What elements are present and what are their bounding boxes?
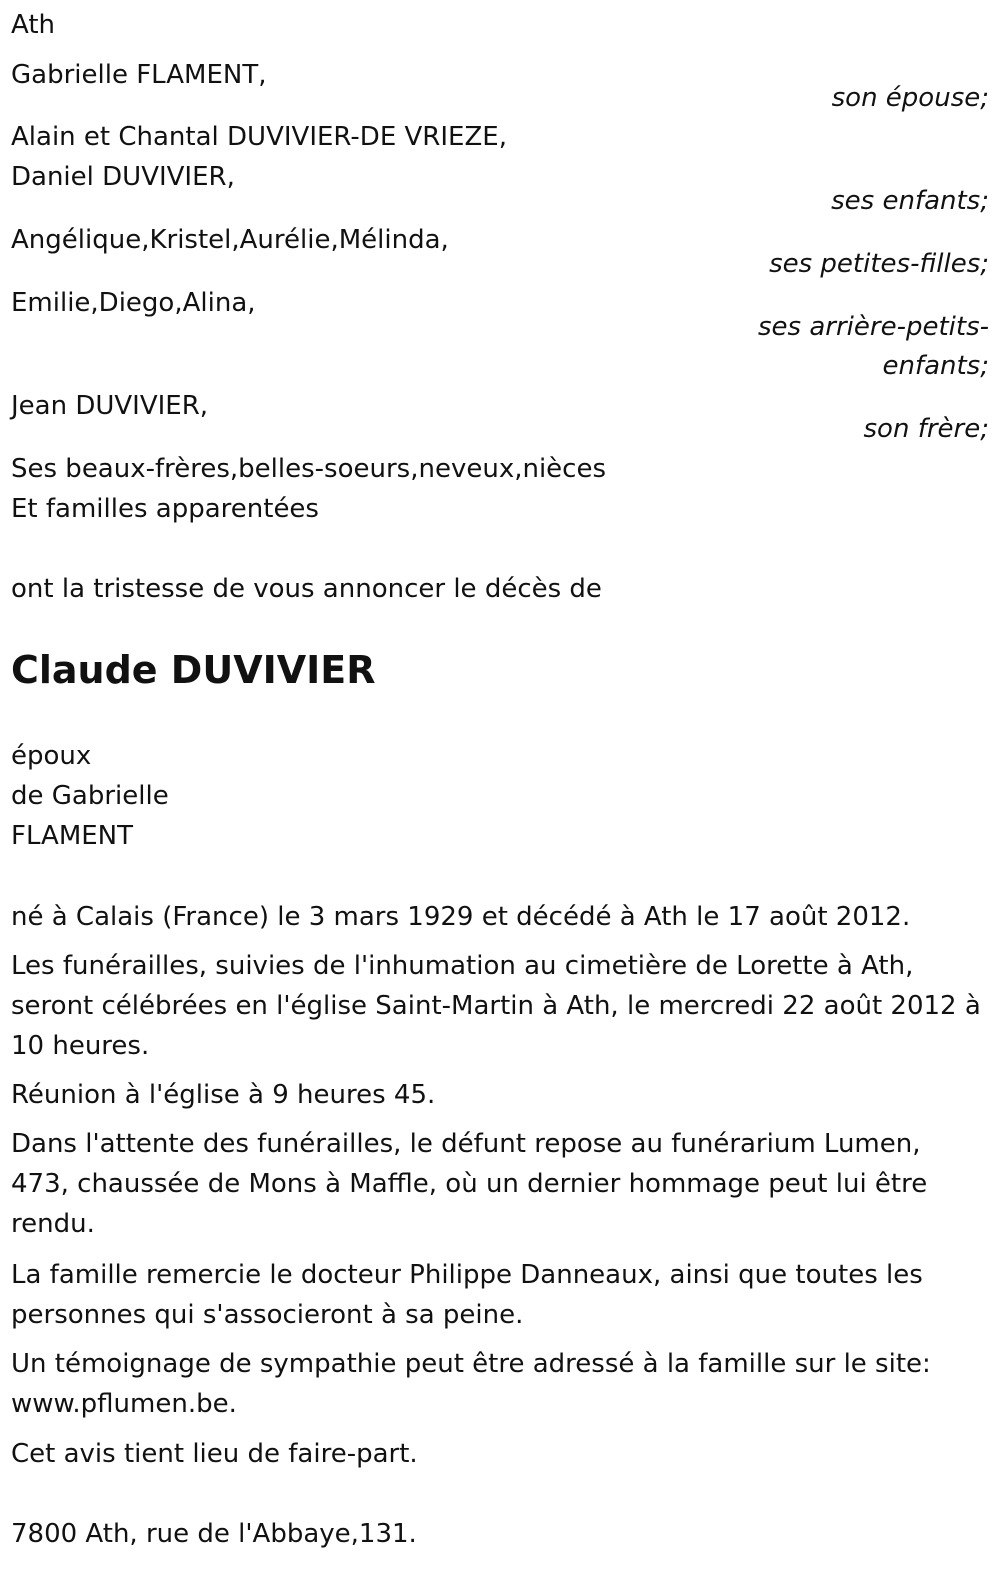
notice-paragraph: Cet avis tient lieu de faire-part. [11,1439,418,1469]
spouse-of-line-1: époux [11,741,92,771]
brother-name: Jean DUVIVIER, [11,391,209,421]
children-line-1: Alain et Chantal DUVIVIER-DE VRIEZE, [11,122,507,152]
place-name: Ath [11,10,56,40]
extended-family-line-2: Et familles apparentées [11,494,319,524]
birth-death-paragraph: né à Calais (France) le 3 mars 1929 et décédé à Ath le 17 août 2012. [11,902,911,932]
children-line-2: Daniel DUVIVIER, [11,162,235,192]
spouse-name: Gabrielle FLAMENT, [11,60,267,90]
children-role: ses enfants; [831,186,989,216]
thanks-paragraph: La famille remercie le docteur Philippe Danneaux, ainsi que toutes les personnes qui s'associeront à sa peine. [11,1260,923,1330]
spouse-of-line-2: de Gabrielle [11,781,169,811]
meeting-paragraph: Réunion à l'église à 9 heures 45. [11,1080,436,1110]
address-line: 7800 Ath, rue de l'Abbaye,131. [11,1519,417,1549]
sympathy-paragraph: Un témoignage de sympathie peut être adressé à la famille sur le site: www.pflumen.be. [11,1349,931,1419]
spouse-of-line-3: FLAMENT [11,821,134,851]
announcement-text: ont la tristesse de vous annoncer le décès de [11,574,602,604]
rest-paragraph: Dans l'attente des funérailles, le défunt repose au funérarium Lumen, 473, chaussée de Mons à Maffle, où un dernier hommage peut lui être rendu. [11,1129,928,1239]
brother-role: son frère; [863,414,989,444]
great-grandchildren-role-line-1: ses arrière-petits- [758,312,989,342]
spouse-role: son épouse; [831,83,989,113]
granddaughters-role: ses petites-filles; [769,249,989,279]
great-grandchildren-role-line-2: enfants; [882,351,989,381]
deceased-name: Claude DUVIVIER [11,648,376,692]
funeral-paragraph: Les funérailles, suivies de l'inhumation au cimetière de Lorette à Ath, seront célébrées en l'église Saint-Martin à Ath, le mercredi 22 août 2012 à 10 heures. [11,951,981,1061]
granddaughters-names: Angélique,Kristel,Aurélie,Mélinda, [11,225,449,255]
extended-family-line-1: Ses beaux-frères,belles-soeurs,neveux,nièces [11,454,607,484]
great-grandchildren-names: Emilie,Diego,Alina, [11,288,256,318]
